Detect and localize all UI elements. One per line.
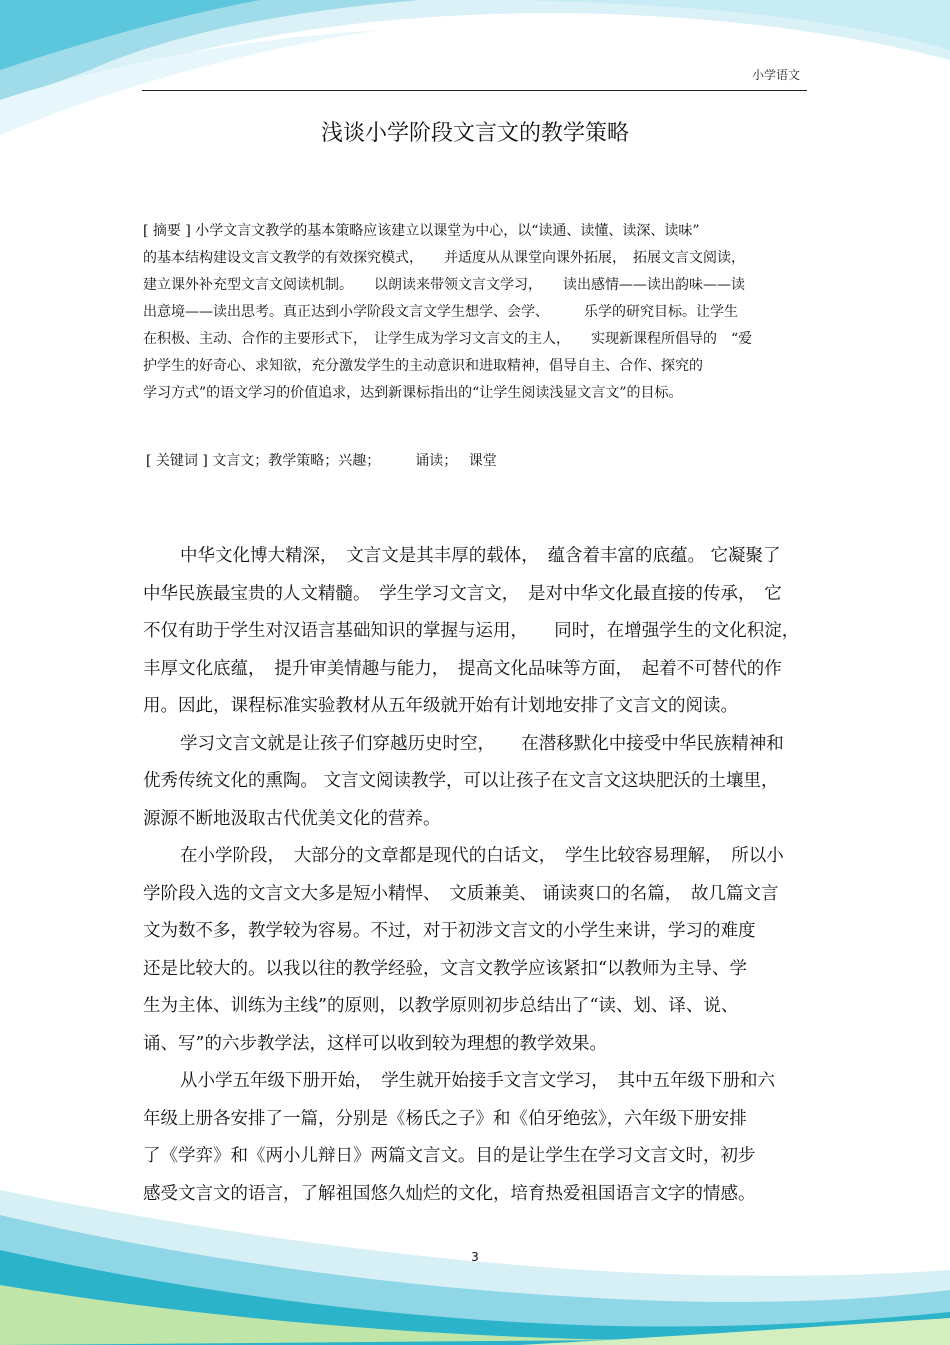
abstract-line: 建立课外补充型文言文阅读机制。 以朗读来带领文言文学习， 读出感情——读出韵味——读 (143, 277, 745, 293)
body-line: 学习文言文就是让孩子们穿越历史时空， 在潜移默化中接受中华民族精神和 (180, 733, 784, 754)
body-line: 中华民族最宝贵的人文精髓。 学生学习文言文， 是对中华文化最直接的传承， 它 (143, 583, 782, 604)
body-line: 文为数不多，教学较为容易。不过，对于初涉文言文的小学生来讲，学习的难度 (143, 921, 756, 941)
body-line: 在小学阶段， 大部分的文章都是现代的白话文， 学生比较容易理解， 所以小 (180, 846, 784, 866)
abstract-line: 学习方式”的语文学习的价值追求，达到新课标指出的“让学生阅读浅显文言文”的目标。 (143, 385, 683, 401)
header-section-label: 小学语文 (751, 68, 800, 82)
body-line: 生为主体、训练为主线”的原则，以教学原则初步总结出了“读、划、译、说、 (143, 996, 739, 1016)
body-line: 中华文化博大精深， 文言文是其丰厚的载体， 蕴含着丰富的底蕴。 它凝聚了 (180, 546, 781, 566)
abstract-line: 在积极、主动、合作的主要形式下， 让学生成为学习文言文的主人， 实现新课程所倡导的 “爱 (143, 331, 753, 347)
body-line: 学阶段入选的文言文大多是短小精悍、 文质兼美、 诵读爽口的名篇， 故几篇文言 (143, 883, 779, 904)
body-line: 年级上册各安排了一篇，分别是《杨氏之子》和《伯牙绝弦》，六年级下册安排 (143, 1108, 747, 1129)
body-line: 不仅有助于学生对汉语言基础知识的掌握与运用， 同时，在增强学生的文化积淀， (143, 621, 800, 641)
body-line: 用。因此，课程标准实验教材从五年级就开始有计划地安排了文言文的阅读。 (143, 696, 738, 716)
body-line: 诵、写”的六步教学法，这样可以收到较为理想的教学效果。 (143, 1033, 607, 1054)
header-divider (142, 90, 807, 91)
body-line: 从小学五年级下册开始， 学生就开始接手文言文学习， 其中五年级下册和六 (180, 1071, 775, 1091)
body-line: 感受文言文的语言，了解祖国悠久灿烂的文化，培育热爱祖国语言文字的情感。 (143, 1183, 756, 1204)
body-text (143, 538, 813, 1213)
keywords-line: [ 关键词 ] 文言文；教学策略；兴趣； 诵读； 课堂 (146, 453, 497, 469)
abstract-block (143, 218, 808, 407)
abstract-line: 护学生的好奇心、求知欲，充分激发学生的主动意识和进取精神，倡导自主、合作、探究的 (143, 358, 703, 374)
page-number: 3 (471, 1250, 479, 1264)
abstract-line: 出意境——读出思考。真正达到小学阶段文言文学生想学、会学、 乐学的研究目标。让学生 (143, 304, 738, 320)
document-title: 浅谈小学阶段文言文的教学策略 (320, 121, 629, 146)
body-line: 丰厚文化底蕴， 提升审美情趣与能力， 提高文化品味等方面， 起着不可替代的作 (143, 658, 782, 679)
body-line: 还是比较大的。以我以往的教学经验，文言文教学应该紧扣“以教师为主导、学 (143, 958, 747, 979)
abstract-line: [ 摘要 ] 小学文言文教学的基本策略应该建立以课堂为中心，以“读通、读懂、读深、读味” (143, 223, 700, 239)
body-line: 源源不断地汲取古代优美文化的营养。 (143, 808, 441, 829)
abstract-line: 的基本结构建设文言文教学的有效探究模式， 并适度从从课堂向课外拓展， 拓展文言文阅读， (143, 250, 745, 266)
body-line: 了《学弈》和《两小儿辩日》两篇文言文。目的是让学生在学习文言文时，初步 (143, 1146, 756, 1166)
body-line: 优秀传统文化的熏陶。 文言文阅读教学，可以让孩子在文言文这块肥沃的土壤里， (143, 771, 779, 791)
